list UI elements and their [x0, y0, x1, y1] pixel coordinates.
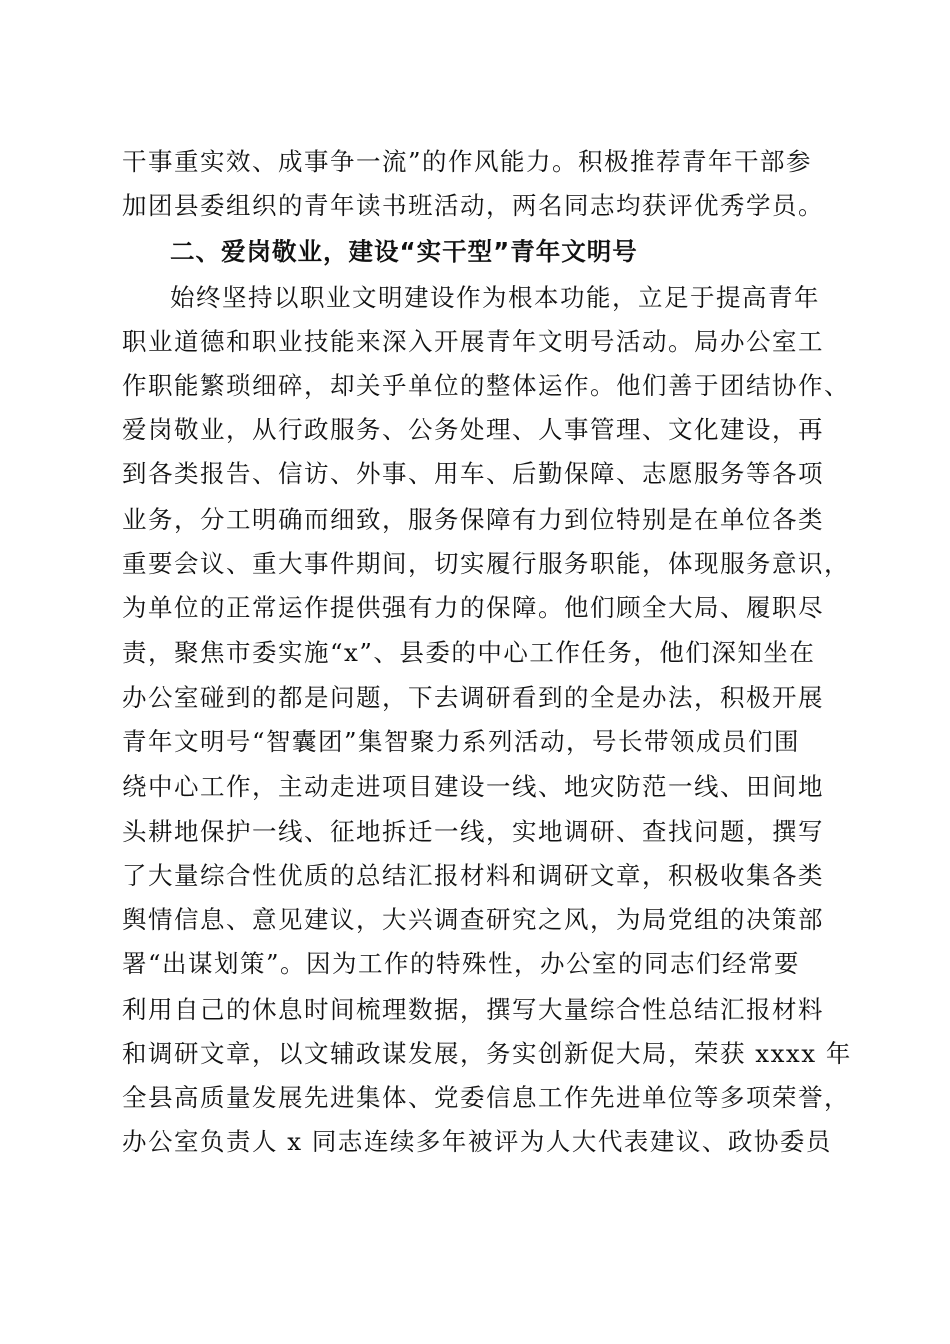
paragraph-line: 爱岗敬业，从行政服务、公务处理、人事管理、文化建设，再: [122, 415, 824, 444]
paragraph-line: 作职能繁琐细碎，却关乎单位的整体运作。他们善于团结协作、: [122, 371, 850, 400]
paragraph-line: 干事重实效、成事争一流”的作风能力。积极推荐青年干部参: [122, 147, 813, 176]
paragraph-line: 署“出谋划策”。因为工作的特殊性，办公室的同志们经常要: [122, 949, 801, 978]
paragraph-line: 绕中心工作，主动走进项目建设一线、地灾防范一线、田间地: [122, 772, 824, 801]
paragraph-line: 头耕地保护一线、征地拆迁一线，实地调研、查找问题，撰写: [122, 817, 824, 846]
paragraph-line: 为单位的正常运作提供强有力的保障。他们顾全大局、履职尽: [122, 593, 824, 622]
paragraph-line: 青年文明号“智囊团”集智聚力系列活动，号长带领成员们围: [122, 727, 801, 756]
paragraph-line: 和调研文章，以文辅政谋发展，务实创新促大局，荣获 xxxx 年: [122, 1039, 852, 1068]
paragraph-line: 舆情信息、意见建议，大兴调查研究之风，为局党组的决策部: [122, 905, 824, 934]
paragraph-line: 全县高质量发展先进集体、党委信息工作先进单位等多项荣誉，: [122, 1083, 850, 1112]
paragraph-line: 了大量综合性优质的总结汇报材料和调研文章，积极收集各类: [122, 861, 824, 890]
paragraph-line: 办公室碰到的都是问题，下去调研看到的全是办法，积极开展: [122, 683, 824, 712]
section-heading: 二、爱岗敬业，建设“实干型”青年文明号: [170, 237, 638, 266]
paragraph-line: 办公室负责人 x 同志连续多年被评为人大代表建议、政协委员: [122, 1127, 832, 1156]
paragraph-line: 职业道德和职业技能来深入开展青年文明号活动。局办公室工: [122, 327, 824, 356]
paragraph-line: 加团县委组织的青年读书班活动，两名同志均获评优秀学员。: [122, 191, 824, 220]
paragraph-line: 重要会议、重大事件期间，切实履行服务职能，体现服务意识，: [122, 549, 850, 578]
paragraph-line: 责，聚焦市委实施“x”、县委的中心工作任务，他们深知坐在: [122, 638, 816, 667]
paragraph-line: 业务，分工明确而细致，服务保障有力到位特别是在单位各类: [122, 505, 824, 534]
paragraph-line: 到各类报告、信访、外事、用车、后勤保障、志愿服务等各项: [122, 459, 824, 488]
paragraph-line: 利用自己的休息时间梳理数据，撰写大量综合性总结汇报材料: [122, 995, 824, 1024]
paragraph-line: 始终坚持以职业文明建设作为根本功能，立足于提高青年: [170, 283, 820, 312]
